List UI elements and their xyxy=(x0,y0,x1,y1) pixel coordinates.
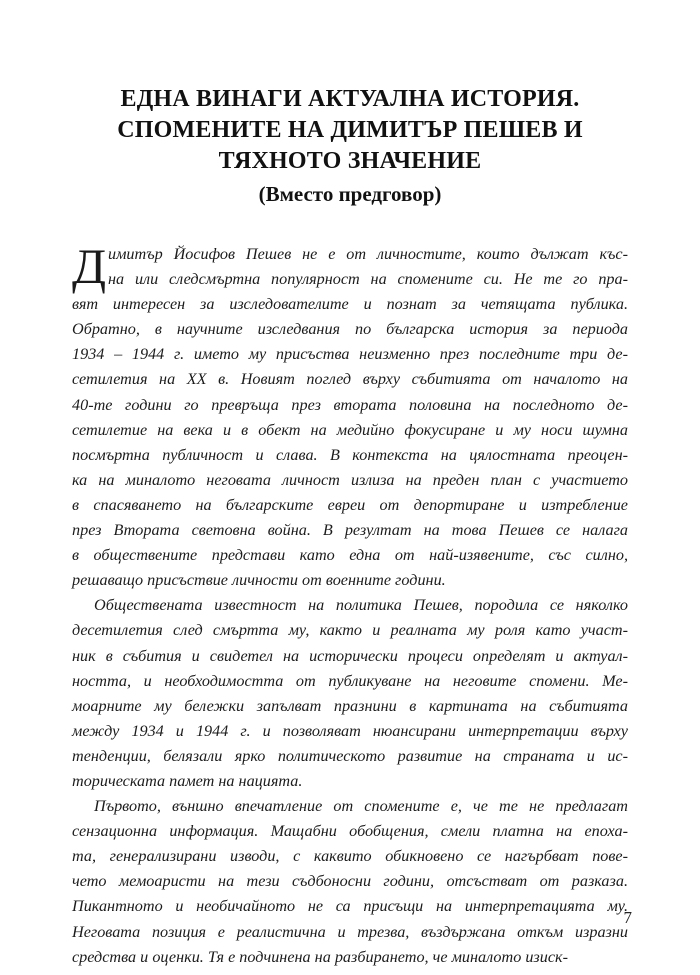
drop-cap: Д xyxy=(72,238,107,294)
paragraph-3-line: Неговата позиция е реалистична и трезва, въздържана откъм изразни xyxy=(72,922,628,941)
paragraph-1-line: 1934 – 1944 г. името му присъства неизменно през последните три де- xyxy=(72,345,628,364)
paragraph-2-line: моарните му бележки запълват празнини в картината на събитията xyxy=(72,696,628,715)
paragraph-1-line: имитър Йосифов Пешев не е от личностите, които дължат къс- xyxy=(108,245,628,263)
paragraph-3-line: чето мемоаристи на тези съдбоносни години, отсъстват от разказа. xyxy=(72,872,628,891)
chapter-title-block xyxy=(60,84,640,209)
paragraph-2-line: десетилетия след смъртта му, както и реалната му роля като участ- xyxy=(72,621,628,640)
paragraph-3-line: Първото, външно впечатление от спомените е, че те не предлагат xyxy=(94,797,628,816)
paragraph-2-line: ността, и необходимостта от публикуване на неговите спомени. Ме- xyxy=(72,671,628,690)
paragraph-2-line: тенденции, белязали ярко политическото развитие на страната и ис- xyxy=(72,746,628,765)
chapter-title-line-1: ЕДНА ВИНАГИ АКТУАЛНА ИСТОРИЯ. xyxy=(120,86,580,112)
chapter-title-line-3: ТЯХНОТО ЗНАЧЕНИЕ xyxy=(218,148,482,174)
paragraph-1-line: Обратно, в научните изследвания по българска история за периода xyxy=(72,320,628,339)
paragraph-1-line: посмъртна публичност и слава. В контекста на цялостната преоцен- xyxy=(72,445,628,464)
paragraph-2-line: Обществената известност на политика Пешев, породила се няколко xyxy=(94,596,628,615)
page-number: 7 xyxy=(623,908,632,927)
paragraph-3-line: средства и оценки. Тя е подчинена на разбирането, че миналото изиск- xyxy=(72,947,568,966)
chapter-subtitle: (Вместо предговор) xyxy=(258,182,442,206)
paragraph-1-line: 40-те години го превръща през втората половина на последното де- xyxy=(72,395,628,414)
paragraph-1-line: сетилетие на века и в обект на медийно фокусиране и му носи шумна xyxy=(72,420,628,439)
paragraph-1-line: решаващо присъствие личности от военните години. xyxy=(72,571,446,590)
paragraph-1-line: през Втората световна война. В резултат на това Пешев се налага xyxy=(72,521,628,540)
paragraph-2-line: ник в събития и свидетел на исторически процеси определят и актуал- xyxy=(72,646,628,665)
paragraph-3-line: Пикантното и необичайното не са присъщи на интерпретацията му. xyxy=(72,897,628,916)
paragraph-1-line: в обществените представи като една от най-изявените, със силно, xyxy=(72,546,628,565)
paragraph-1-line: ка на миналото неговата личност излиза на преден план с участието xyxy=(72,470,628,489)
paragraph-1-line: в спасяването на българските евреи от депортиране и изтребление xyxy=(72,495,628,514)
paragraph-3-line: сензационна информация. Мащабни обобщения, смели платна на епоха- xyxy=(72,822,628,841)
chapter-title-line-2: СПОМЕНИТЕ НА ДИМИТЪР ПЕШЕВ И xyxy=(117,117,583,143)
paragraph-1-line: сетилетия на XX в. Новият поглед върху събитията от началото на xyxy=(72,370,628,389)
paragraph-3-line: та, генерализирани изводи, с каквито обикновено се нагърбват пове- xyxy=(72,847,628,866)
paragraph-1-line: вят интересен за изследователите и познат за четящата публика. xyxy=(72,295,628,314)
body-text xyxy=(72,238,628,970)
paragraph-2-line: торическата памет на нацията. xyxy=(72,771,303,790)
paragraph-1-line: на или следсмъртна популярност на спомените си. Не те го пра- xyxy=(108,270,628,289)
paragraph-2-line: между 1934 и 1944 г. и позволяват нюансирани интерпретации върху xyxy=(72,721,628,740)
